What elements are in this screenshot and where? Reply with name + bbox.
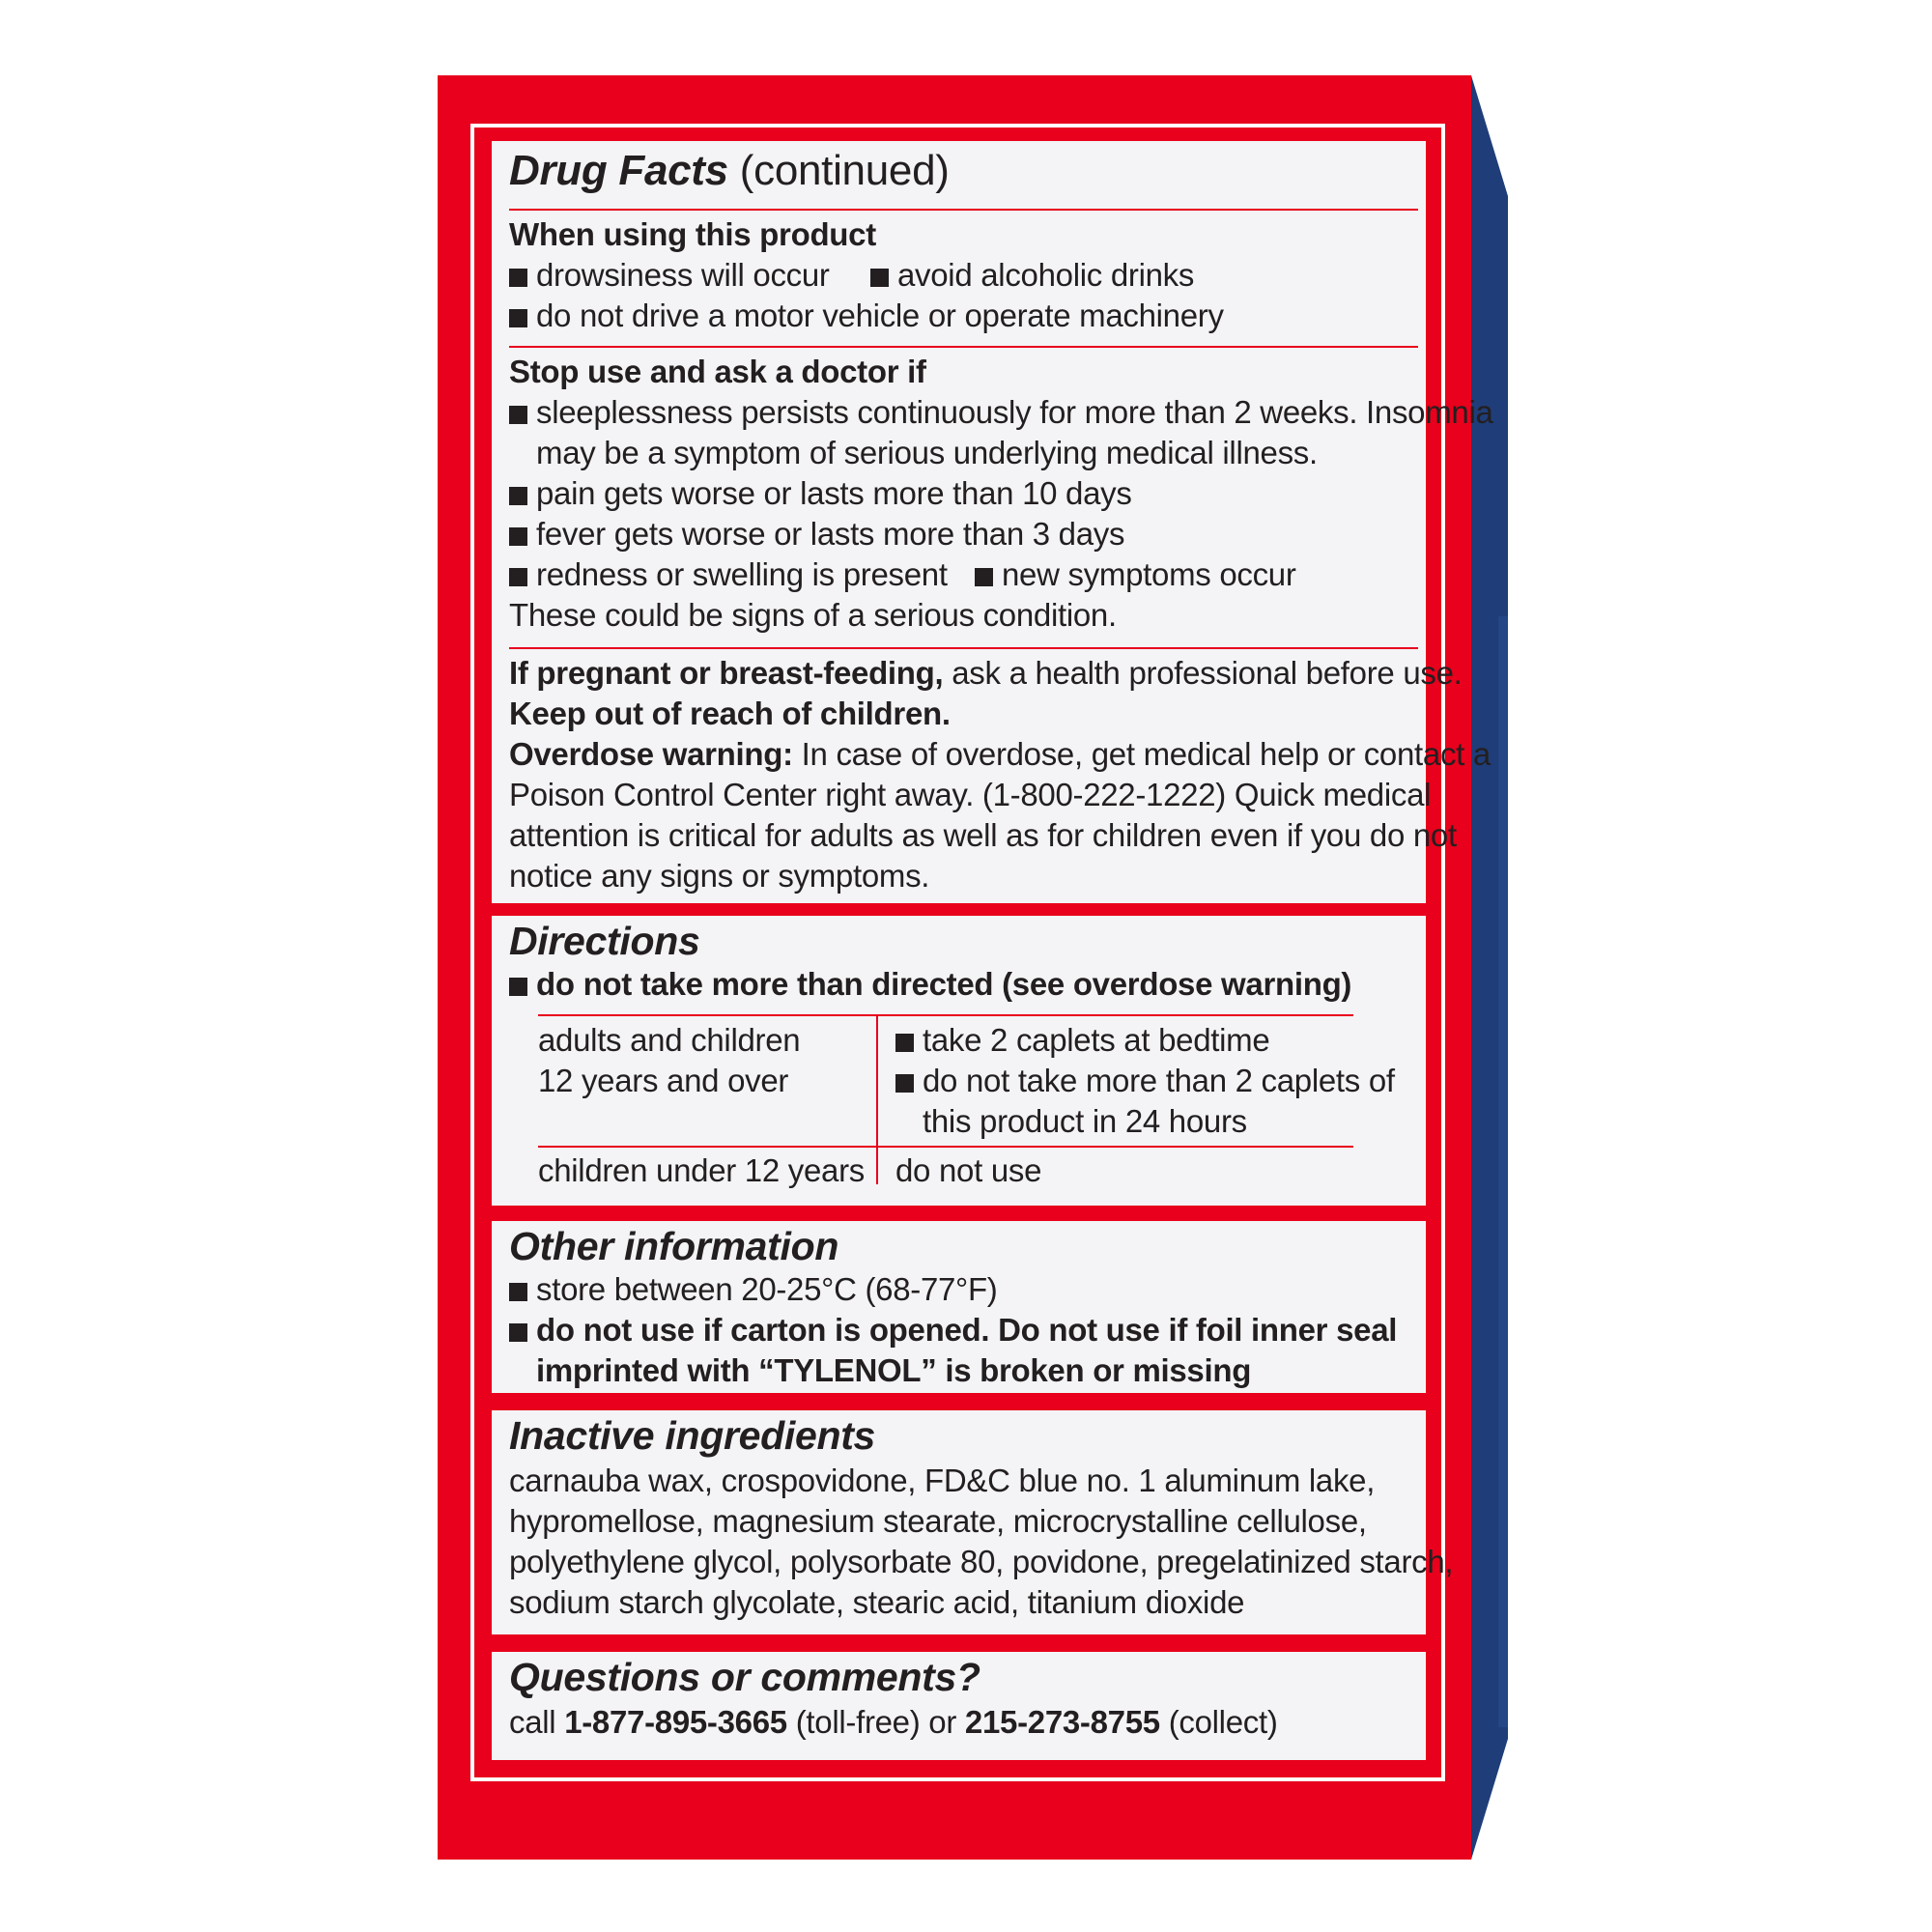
list-item: sleeplessness persists continuously for more than 2 weeks. Insomnia — [509, 392, 1493, 432]
list-item: redness or swelling is present — [509, 554, 948, 594]
bullet-square-icon — [509, 1283, 527, 1301]
table-column-divider — [876, 1014, 878, 1184]
carton-side-panel — [1471, 75, 1508, 1860]
bullet-square-icon — [895, 1034, 914, 1052]
overdose-warning: Overdose warning: In case of overdose, get medical help or contact a — [509, 736, 1491, 772]
list-item: pain gets worse or lasts more than 10 days — [509, 473, 1132, 513]
list-item: store between 20-25°C (68-77°F) — [509, 1269, 998, 1309]
ingredients-line: carnauba wax, crospovidone, FD&C blue no. 1 aluminum lake, — [509, 1463, 1376, 1498]
divider — [509, 346, 1418, 348]
bullet-square-icon — [509, 487, 527, 505]
overdose-warning-line: Poison Control Center right away. (1-800-222-1222) Quick medical — [509, 777, 1432, 812]
age-group-cell: 12 years and over — [538, 1063, 789, 1098]
pregnancy-warning: If pregnant or breast-feeding, ask a health professional before use. — [509, 655, 1463, 691]
directions-main-bullet: do not take more than directed (see overdose warning) — [509, 964, 1351, 1004]
list-item: avoid alcoholic drinks — [870, 255, 1194, 295]
drug-facts-panel — [492, 141, 1493, 903]
stop-use-heading: Stop use and ask a doctor if — [509, 354, 926, 389]
list-item-continuation: may be a symptom of serious underlying medical illness. — [536, 435, 1318, 470]
questions-heading: Questions or comments? — [509, 1655, 980, 1699]
table-rule — [538, 1146, 1353, 1148]
bullet-square-icon — [509, 978, 527, 996]
age-group-cell: adults and children — [538, 1022, 801, 1058]
when-using-heading: When using this product — [509, 216, 876, 252]
stop-use-note: These could be signs of a serious condition. — [509, 597, 1117, 633]
questions-panel — [492, 1652, 1426, 1760]
bullet-square-icon — [509, 527, 527, 546]
drug-facts-title: Drug Facts — [509, 147, 728, 194]
list-item: drowsiness will occur — [509, 255, 830, 295]
overdose-warning-line: notice any signs or symptoms. — [509, 858, 930, 894]
overdose-warning-line: attention is critical for adults as well as for children even if you do not — [509, 817, 1457, 853]
list-item: new symptoms occur — [975, 554, 1296, 594]
dosage-cell: do not use — [895, 1152, 1042, 1188]
bullet-square-icon — [509, 1323, 527, 1342]
other-information-panel — [492, 1221, 1426, 1393]
list-item: do not use if carton is opened. Do not use if foil inner seal — [509, 1310, 1397, 1350]
bullet-square-icon — [870, 269, 889, 287]
ingredients-line: hypromellose, magnesium stearate, microcrystalline cellulose, — [509, 1503, 1367, 1539]
divider — [509, 209, 1418, 211]
directions-panel — [492, 916, 1426, 1206]
contact-line: call 1-877-895-3665 (toll-free) or 215-273-8755 (collect) — [509, 1704, 1278, 1740]
bullet-square-icon — [509, 568, 527, 586]
inactive-ingredients-panel — [492, 1410, 1454, 1634]
drug-facts-continued: (continued) — [739, 147, 950, 194]
dosage-cell: do not take more than 2 caplets of — [895, 1061, 1395, 1100]
bullet-square-icon — [975, 568, 993, 586]
inactive-ingredients-heading: Inactive ingredients — [509, 1413, 876, 1458]
keep-out-warning: Keep out of reach of children. — [509, 696, 951, 731]
ingredients-line: polyethylene glycol, polysorbate 80, povidone, pregelatinized starch, — [509, 1544, 1454, 1579]
bullet-square-icon — [895, 1074, 914, 1093]
dosage-cell: take 2 caplets at bedtime — [895, 1020, 1269, 1060]
table-rule — [538, 1014, 1353, 1016]
divider — [509, 647, 1418, 649]
other-information-heading: Other information — [509, 1224, 839, 1268]
list-item: do not drive a motor vehicle or operate machinery — [509, 296, 1224, 335]
toll-free-phone: 1-877-895-3665 — [564, 1704, 787, 1740]
directions-heading: Directions — [509, 919, 700, 963]
bullet-square-icon — [509, 406, 527, 424]
list-item-continuation: imprinted with “TYLENOL” is broken or missing — [536, 1352, 1252, 1388]
bullet-square-icon — [509, 269, 527, 287]
dosage-cell-continuation: this product in 24 hours — [923, 1103, 1247, 1139]
list-item: fever gets worse or lasts more than 3 days — [509, 514, 1124, 554]
ingredients-line: sodium starch glycolate, stearic acid, titanium dioxide — [509, 1584, 1245, 1620]
age-group-cell: children under 12 years — [538, 1152, 865, 1188]
collect-phone: 215-273-8755 — [964, 1704, 1160, 1740]
bullet-square-icon — [509, 309, 527, 327]
